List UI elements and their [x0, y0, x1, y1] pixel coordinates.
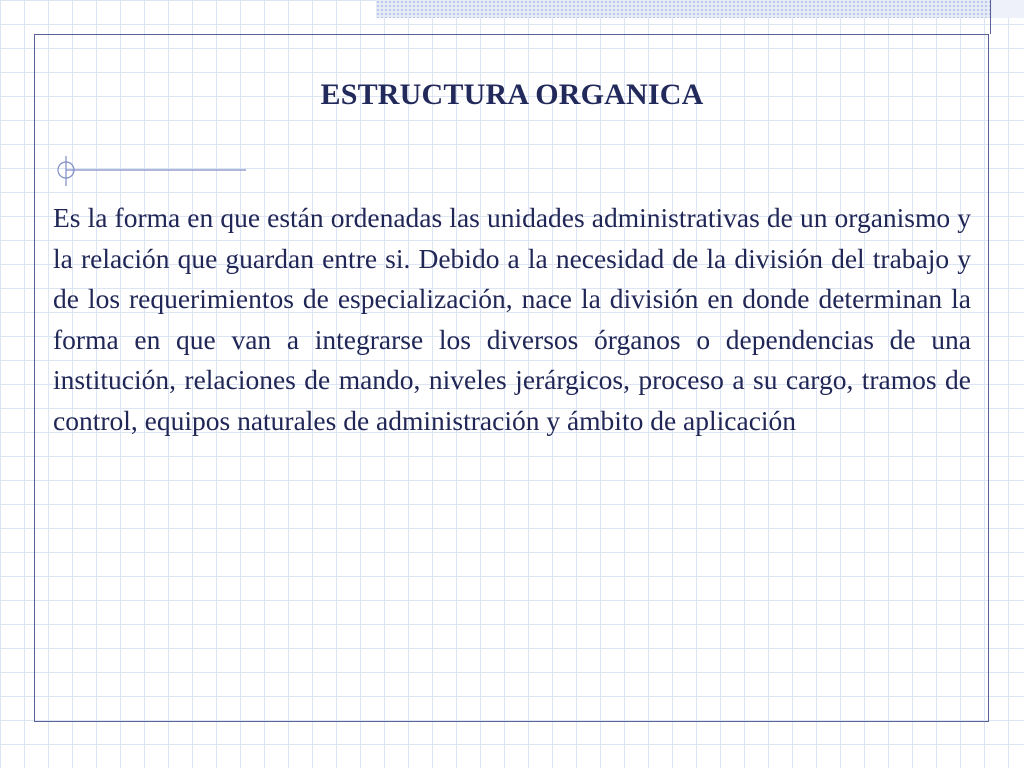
slide-body-text: Es la forma en que están ordenadas las unidades administrativas de un organismo y la relación que guardan entre si. Debido a la necesidad de la división del trabajo y de los requerimientos de especialización, nace la división en donde determinan la forma en que van a integrarse los diversos órganos o dependencias de una institución, relaciones de mando, niveles jerárgicos, proceso a su cargo, tramos de control, equipos naturales de administración y ámbito de aplicación [53, 202, 971, 436]
header-corner-block [992, 0, 1024, 18]
header-dot-pattern [376, 0, 992, 18]
slide-title: ESTRUCTURA ORGANICA [320, 78, 704, 111]
circle-line-decoration-icon [48, 150, 248, 190]
frame-edge-line [990, 0, 991, 34]
